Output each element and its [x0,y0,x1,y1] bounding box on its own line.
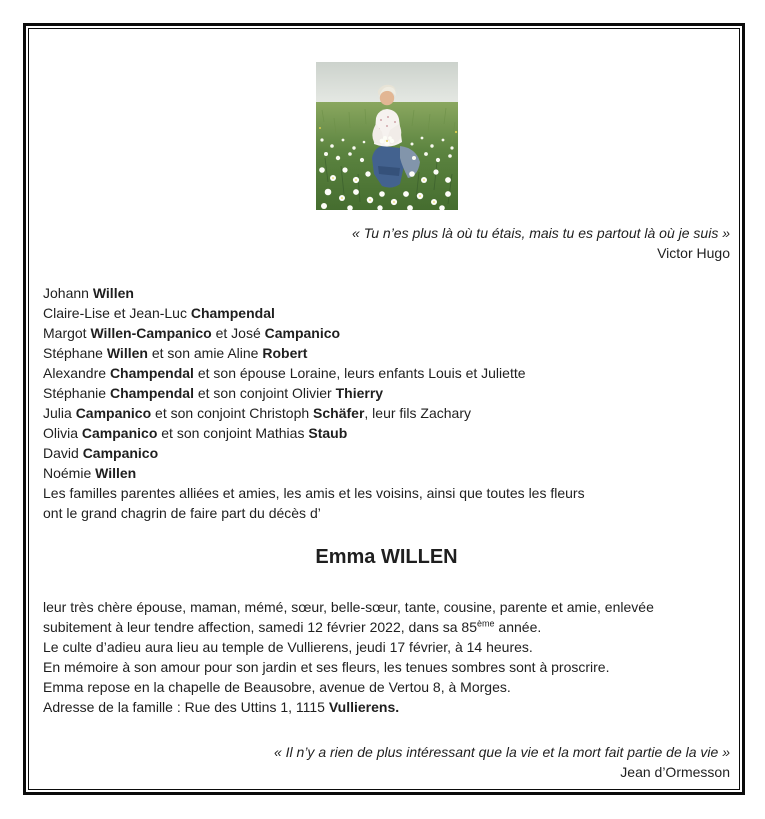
text-line: Margot Willen-Campanico et José Campanico [43,325,341,341]
text-line: Adresse de la famille : Rue des Uttins 1, 1115 Vullierens. [43,699,400,715]
family-names-list [43,283,730,523]
text-line: En mémoire à son amour pour son jardin et ses fleurs, les tenues sombres sont à proscrire. [43,659,610,675]
text-line: subitement à leur tendre affection, samedi 12 février 2022, dans sa 85ème année. [43,618,542,635]
text-line: ont le grand chagrin de faire part du décès d’ [43,505,321,521]
opening-quote [43,223,730,263]
text-line: Stéphane Willen et son amie Aline Robert [43,345,308,361]
text-line: leur très chère épouse, maman, mémé, sœur, belle-sœur, tante, cousine, parente et amie, enlevée [43,599,654,615]
closing-quote [43,742,730,782]
text-line: Le culte d’adieu aura lieu au temple de Vullierens, jeudi 17 février, à 14 heures. [43,639,533,655]
text-line: Noémie Willen [43,465,137,481]
portrait-photo [316,62,458,210]
text-line: Les familles parentes alliées et amies, les amis et les voisins, ainsi que toutes les fleurs [43,485,585,501]
text-line: Claire-Lise et Jean-Luc Champendal [43,305,275,321]
closing-quote-text: « Il n’y a rien de plus intéressant que la vie et la mort fait partie de la vie » [273,744,730,760]
deceased-name: Emma WILLEN [315,546,458,568]
document-frame-inner [28,28,740,790]
text-line: Emma repose en la chapelle de Beausobre, avenue de Vertou 8, à Morges. [43,679,511,695]
portrait-photo-illustration [316,62,458,210]
announcement-body [43,597,730,717]
closing-quote-author: Jean d’Ormesson [620,764,730,780]
text-line: Stéphanie Champendal et son conjoint Olivier Thierry [43,385,384,401]
document-frame [23,23,745,795]
opening-quote-text: « Tu n’es plus là où tu étais, mais tu es partout là où je suis » [352,225,730,241]
text-line: David Campanico [43,445,159,461]
opening-quote-author: Victor Hugo [657,245,730,261]
text-line: Olivia Campanico et son conjoint Mathias Staub [43,425,348,441]
text-line: Alexandre Champendal et son épouse Loraine, leurs enfants Louis et Juliette [43,365,526,381]
text-line: Johann Willen [43,285,134,301]
text-line: Julia Campanico et son conjoint Christoph Schäfer, leur fils Zachary [43,405,471,421]
